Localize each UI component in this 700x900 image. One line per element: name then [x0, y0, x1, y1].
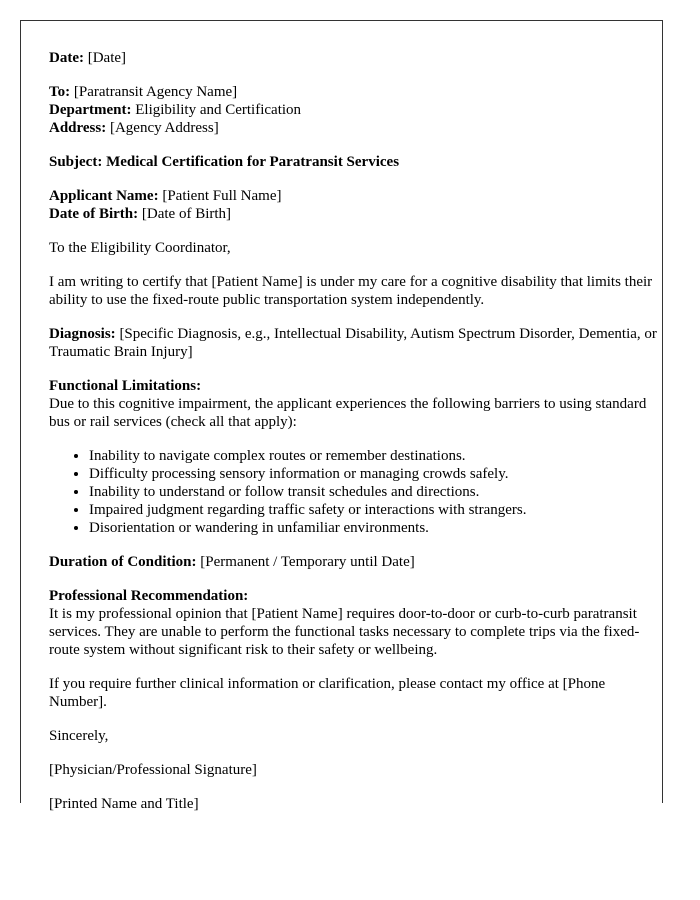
closing: Sincerely, [49, 728, 109, 744]
list-item: • Inability to navigate complex routes or remember destinations. [89, 447, 662, 465]
limitations-heading: Functional Limitations: Due to this cognitive impairment, the applicant experiences the following barriers to using standard bus or rail services (check all that apply): [49, 378, 647, 430]
contact-paragraph: If you require further clinical information or clarification, please contact my office at [Phone Number]. [49, 676, 606, 710]
duration: Duration of Condition: [Permanent / Temporary until Date] [49, 554, 415, 570]
recipient-block: To: [Paratransit Agency Name] Department: Eligibility and Certification Address: [Agency Address] [49, 84, 302, 136]
list-item: • Difficulty processing sensory information or managing crowds safely. [89, 465, 662, 483]
applicant-block: Applicant Name: [Patient Full Name] Date of Birth: [Date of Birth] [49, 188, 282, 222]
signature: [Physician/Professional Signature] [49, 762, 257, 778]
list-item: • Inability to understand or follow transit schedules and directions. [89, 483, 662, 501]
list-item: • Impaired judgment regarding traffic safety or interactions with strangers. [89, 501, 662, 519]
intro-paragraph: I am writing to certify that [Patient Name] is under my care for a cognitive disability that limits their ability to use the fixed-route public transportation system independently. [49, 274, 653, 308]
date-line: Date: [Date] [49, 50, 127, 66]
recommendation: Professional Recommendation: It is my professional opinion that [Patient Name] requires door-to-door or curb-to-curb paratransit services. They are unable to perform the functional tasks necessary to complete trips via the fixed-route system without significant risk to their safety or wellbeing. [49, 588, 640, 658]
diagnosis: Diagnosis: [Specific Diagnosis, e.g., Intellectual Disability, Autism Spectrum Disorder, Dementia, or Traumatic Brain Injury] [49, 326, 657, 360]
letter-document [20, 20, 663, 812]
subject-line: Subject: Medical Certification for Paratransit Services [49, 154, 400, 170]
printed-name: [Printed Name and Title] [49, 796, 199, 812]
salutation: To the Eligibility Coordinator, [49, 240, 231, 256]
limitations-list [49, 447, 662, 537]
list-item: • Disorientation or wandering in unfamiliar environments. [89, 519, 662, 537]
